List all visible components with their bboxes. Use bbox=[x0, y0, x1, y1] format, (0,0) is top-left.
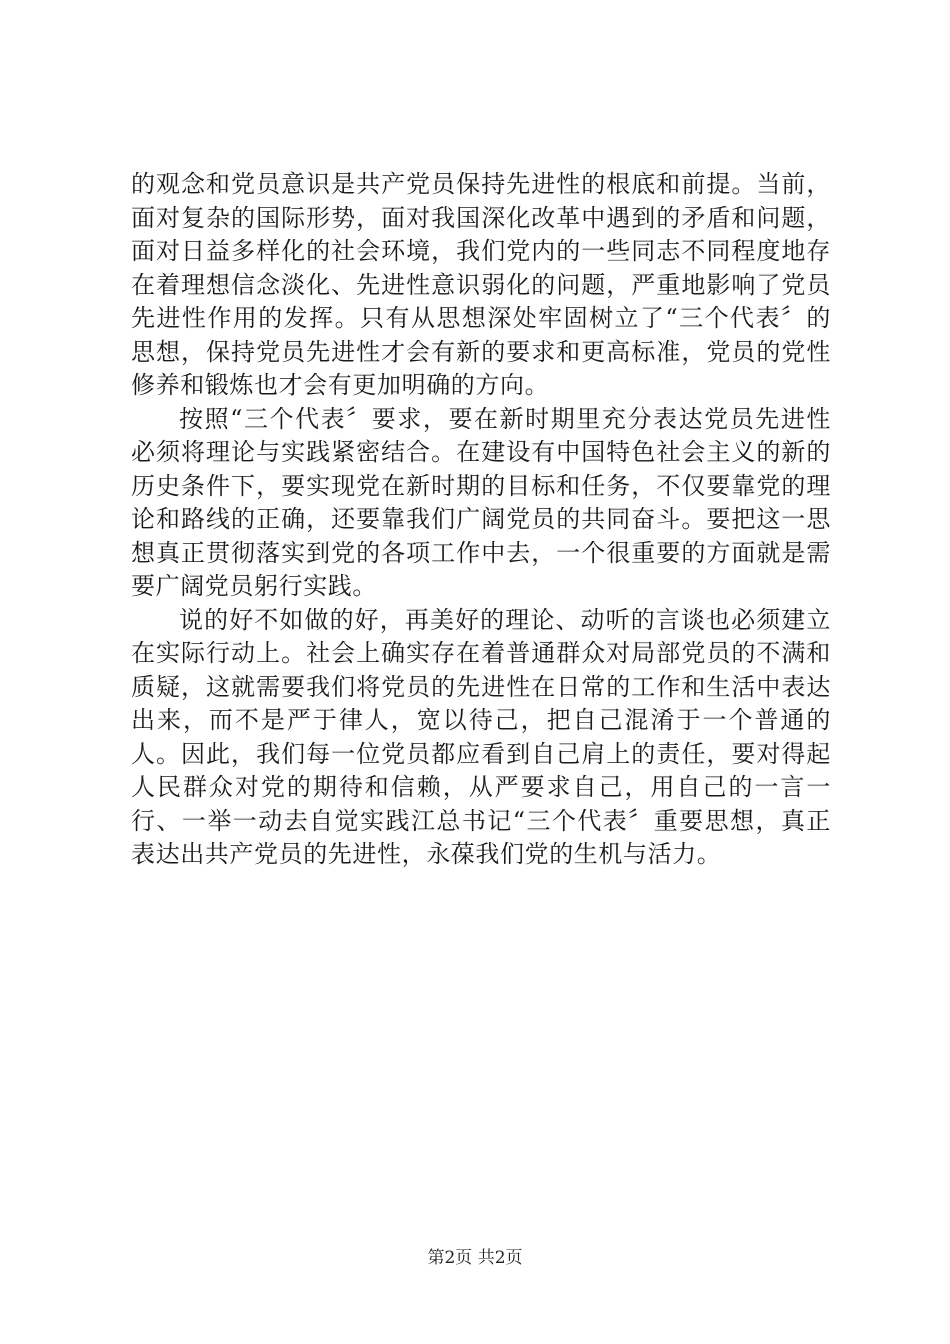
page-number-footer: 第2页 共2页 bbox=[427, 1248, 523, 1268]
paragraph-2: 按照“三个代表〞要求，要在新时期里充分表达党员先进性必须将理论与实践紧密结合。在建设有中国特色社会主义的新的历史条件下，要实现党在新时期的目标和任务，不仅要靠党的理论和路线的正确，还要靠我们广阔党员的共同奋斗。要把这一思想真正贯彻落实到党的各项工作中去，一个很重要的方面就是需要广阔党员躬行实践。 bbox=[131, 404, 831, 600]
paragraph-3: 说的好不如做的好，再美好的理论、动听的言谈也必须建立在实际行动上。社会上确实存在着普通群众对局部党员的不满和质疑，这就需要我们将党员的先进性在日常的工作和生活中表达出来，而不是严于律人，宽以待己，把自己混淆于一个普通的人。因此，我们每一位党员都应看到自己肩上的责任，要对得起人民群众对党的期待和信赖，从严要求自己，用自己的一言一行、一举一动去自觉实践江总书记“三个代表〞重要思想，真正表达出共产党员的先进性，永葆我们党的生机与活力。 bbox=[131, 605, 831, 868]
paragraph-1: 的观念和党员意识是共产党员保持先进性的根底和前提。当前，面对复杂的国际形势，面对我国深化改革中遇到的矛盾和问题，面对日益多样化的社会环境，我们党内的一些同志不同程度地存在着理想信念淡化、先进性意识弱化的问题，严重地影响了党员先进性作用的发挥。只有从思想深处牢固树立了“三个代表〞的思想，保持党员先进性才会有新的要求和更高标准，党员的党性修养和锻炼也才会有更加明确的方向。 bbox=[131, 170, 831, 399]
document-body bbox=[131, 168, 831, 872]
